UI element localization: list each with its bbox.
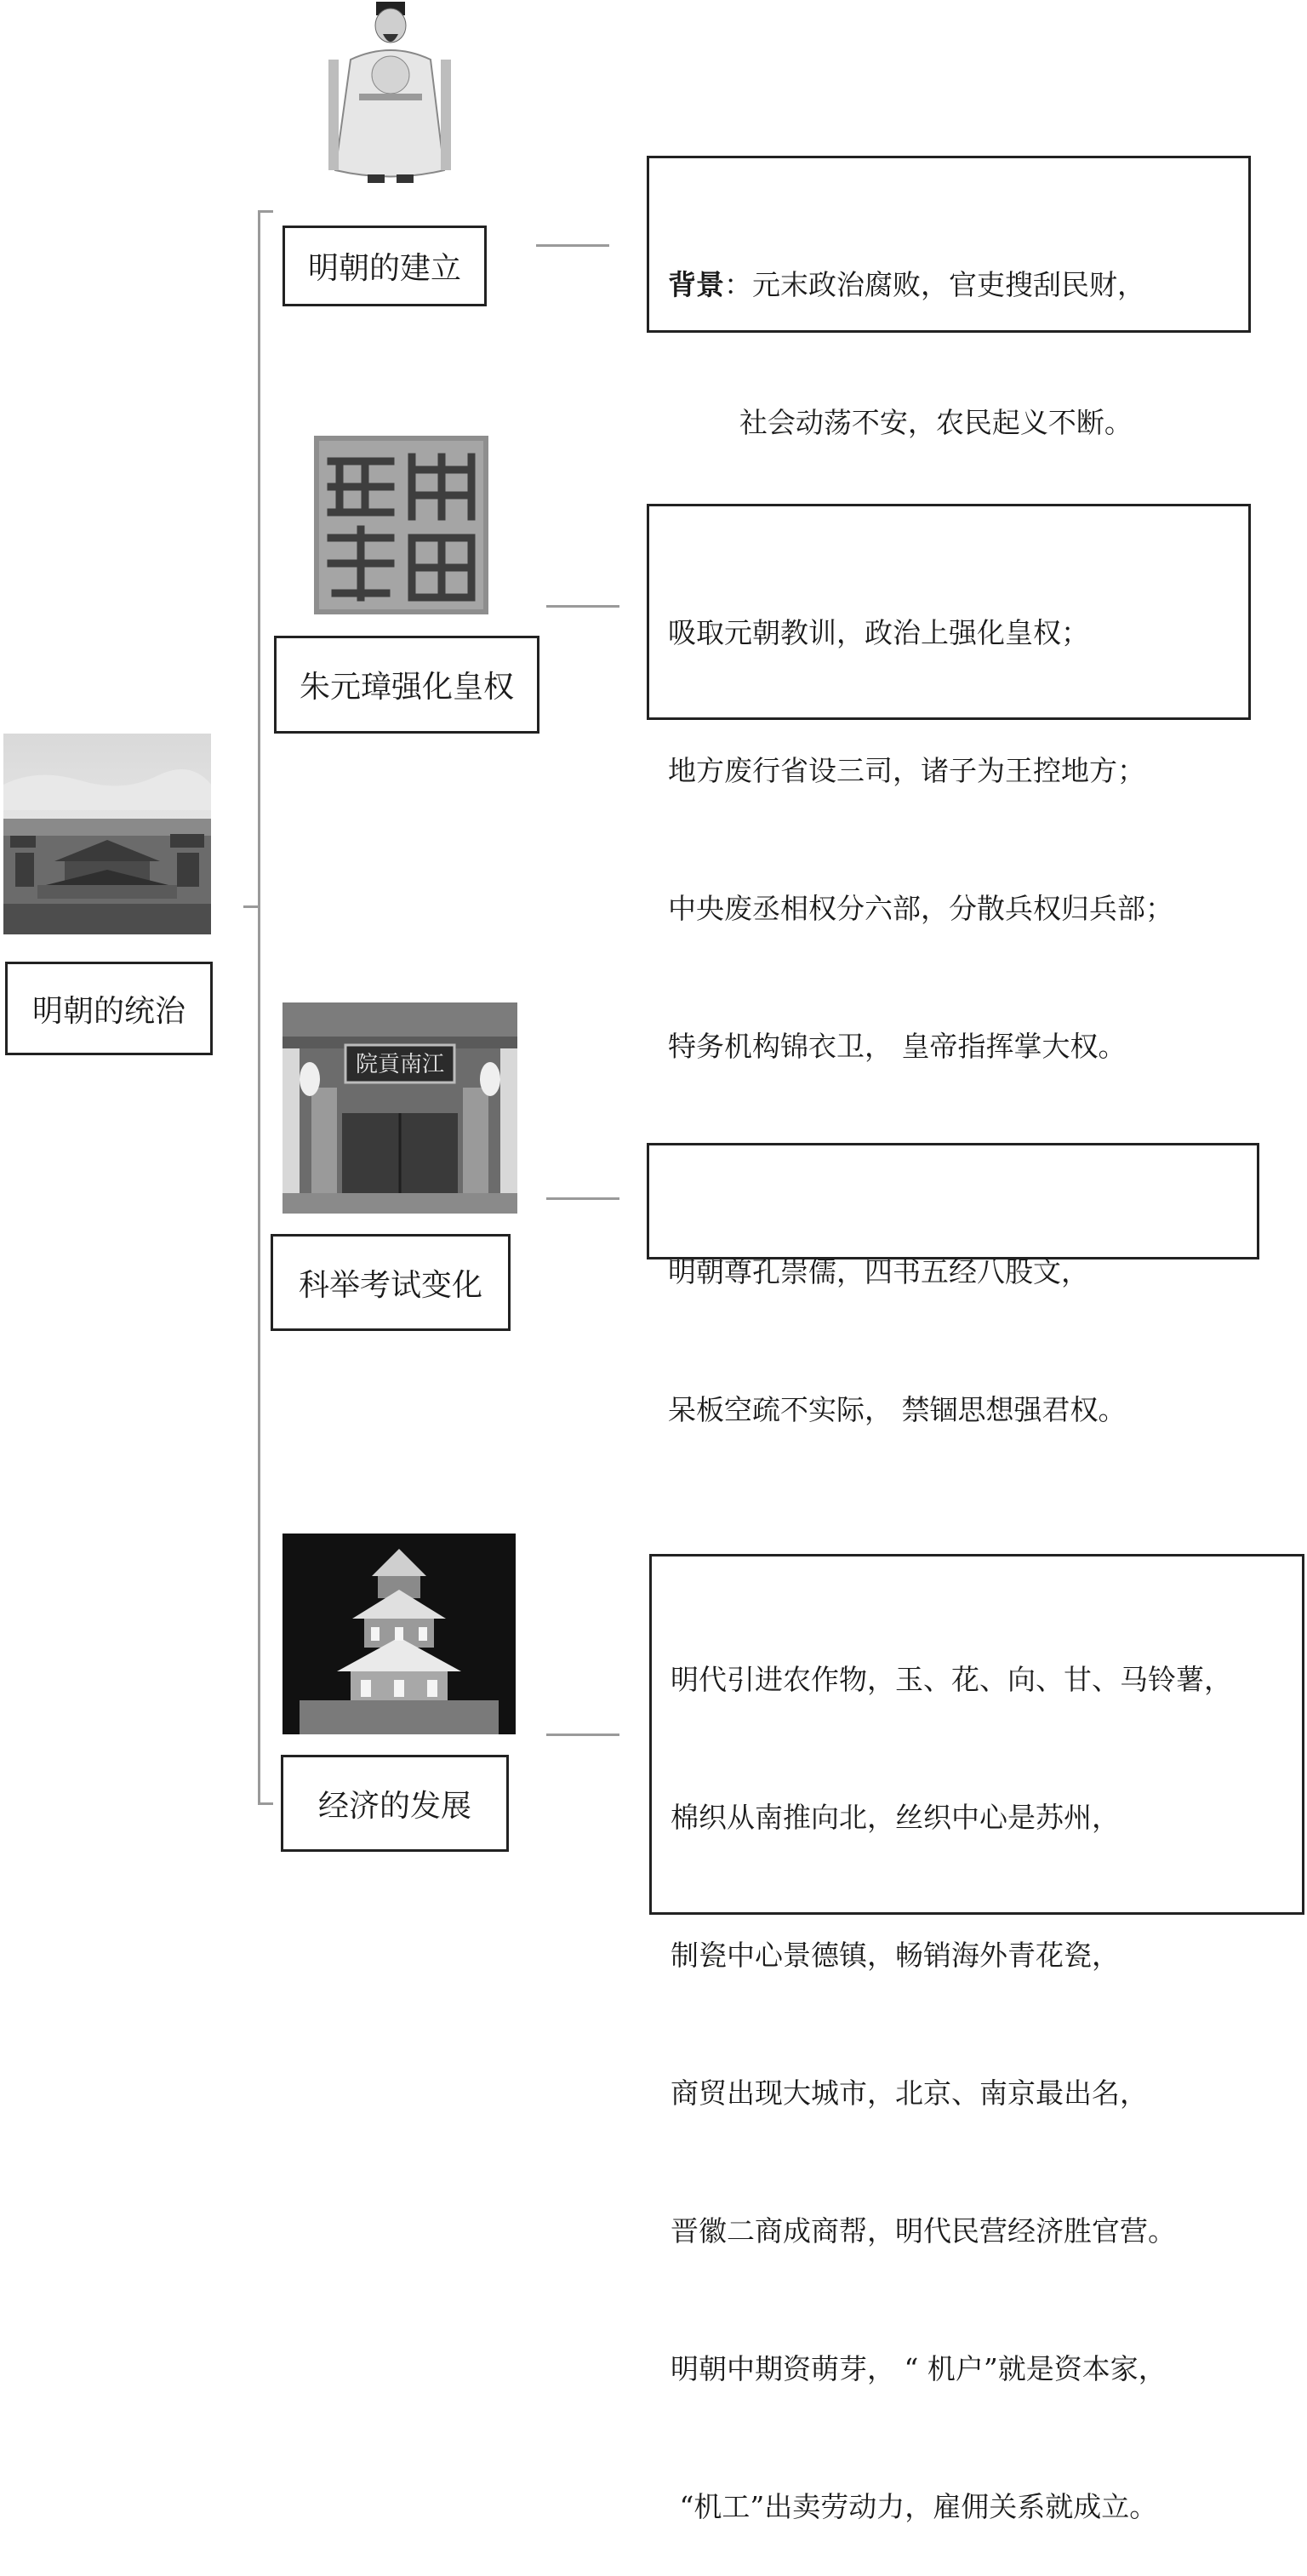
main-spine bbox=[258, 211, 260, 1804]
detail-line: 制瓷中心景德镇，畅销海外青花瓷， bbox=[671, 1939, 1120, 1972]
detail-box-centralization bbox=[647, 504, 1251, 1063]
branch-connector-2 bbox=[546, 605, 619, 608]
detail-box-establishment bbox=[647, 156, 1251, 439]
detail-box-economy bbox=[649, 1554, 1304, 2523]
detail-line: 棉织从南推向北，丝织中心是苏州， bbox=[671, 1801, 1120, 1834]
detail-line: 地方废行省设三司，诸子为王控地方； bbox=[668, 754, 1145, 787]
detail-line: 中央废丞相权分六部，分散兵权归兵部； bbox=[668, 892, 1173, 925]
gate-plaque-text: 院貢南江 bbox=[355, 1052, 445, 1077]
night-tower-photo bbox=[283, 1534, 516, 1734]
detail-line: 背景：元末政治腐败，官吏搜刮民财， bbox=[668, 268, 1145, 301]
root-node bbox=[5, 962, 213, 1055]
detail-line: 社会动荡不安，农民起义不断。 bbox=[668, 406, 1133, 439]
detail-line: 商贸出现大城市，北京、南京最出名， bbox=[671, 2076, 1148, 2110]
detail-line: 明代引进农作物，玉、花、向、甘、马铃薯， bbox=[671, 1663, 1232, 1696]
branch-connector-4 bbox=[546, 1734, 619, 1736]
exam-hall-gate bbox=[283, 1002, 517, 1214]
spine-tick-bottom bbox=[258, 1802, 273, 1805]
branch-node-centralization bbox=[274, 636, 539, 734]
branch-node-economy bbox=[281, 1755, 509, 1852]
spine-tick-top bbox=[258, 210, 273, 213]
detail-line: 明朝尊孔崇儒，四书五经八股文， bbox=[668, 1255, 1089, 1288]
palace-photo bbox=[3, 734, 211, 934]
detail-line: 晋徽二商成商帮，明代民营经济胜官营。 bbox=[671, 2214, 1176, 2248]
detail-line: 明朝中期资萌芽， “ 机户”就是资本家， bbox=[671, 2352, 1167, 2385]
branch-label-centralization: 朱元璋强化皇权 bbox=[299, 670, 514, 705]
detail-line: 特务机构锦衣卫， 皇帝指挥掌大权。 bbox=[668, 1030, 1127, 1063]
emperor-portrait bbox=[317, 0, 463, 189]
detail-line: 呆板空疏不实际， 禁锢思想强君权。 bbox=[668, 1393, 1127, 1426]
branch-node-exams bbox=[271, 1234, 511, 1331]
branch-connector-3 bbox=[546, 1197, 619, 1200]
detail-box-exams bbox=[647, 1143, 1259, 1426]
detail-line: “机工”出卖劳动力，雇佣关系就成立。 bbox=[671, 2490, 1158, 2523]
branch-label-establishment: 明朝的建立 bbox=[307, 251, 461, 286]
root-label: 明朝的统治 bbox=[31, 993, 185, 1029]
branch-label-economy: 经济的发展 bbox=[317, 1788, 471, 1824]
branch-connector-1 bbox=[536, 244, 609, 247]
root-connector bbox=[243, 905, 260, 908]
detail-line: 吸取元朝教训，政治上强化皇权； bbox=[668, 616, 1089, 649]
imperial-seal bbox=[314, 436, 488, 614]
branch-label-exams: 科举考试变化 bbox=[298, 1267, 482, 1303]
branch-node-establishment bbox=[283, 226, 487, 306]
